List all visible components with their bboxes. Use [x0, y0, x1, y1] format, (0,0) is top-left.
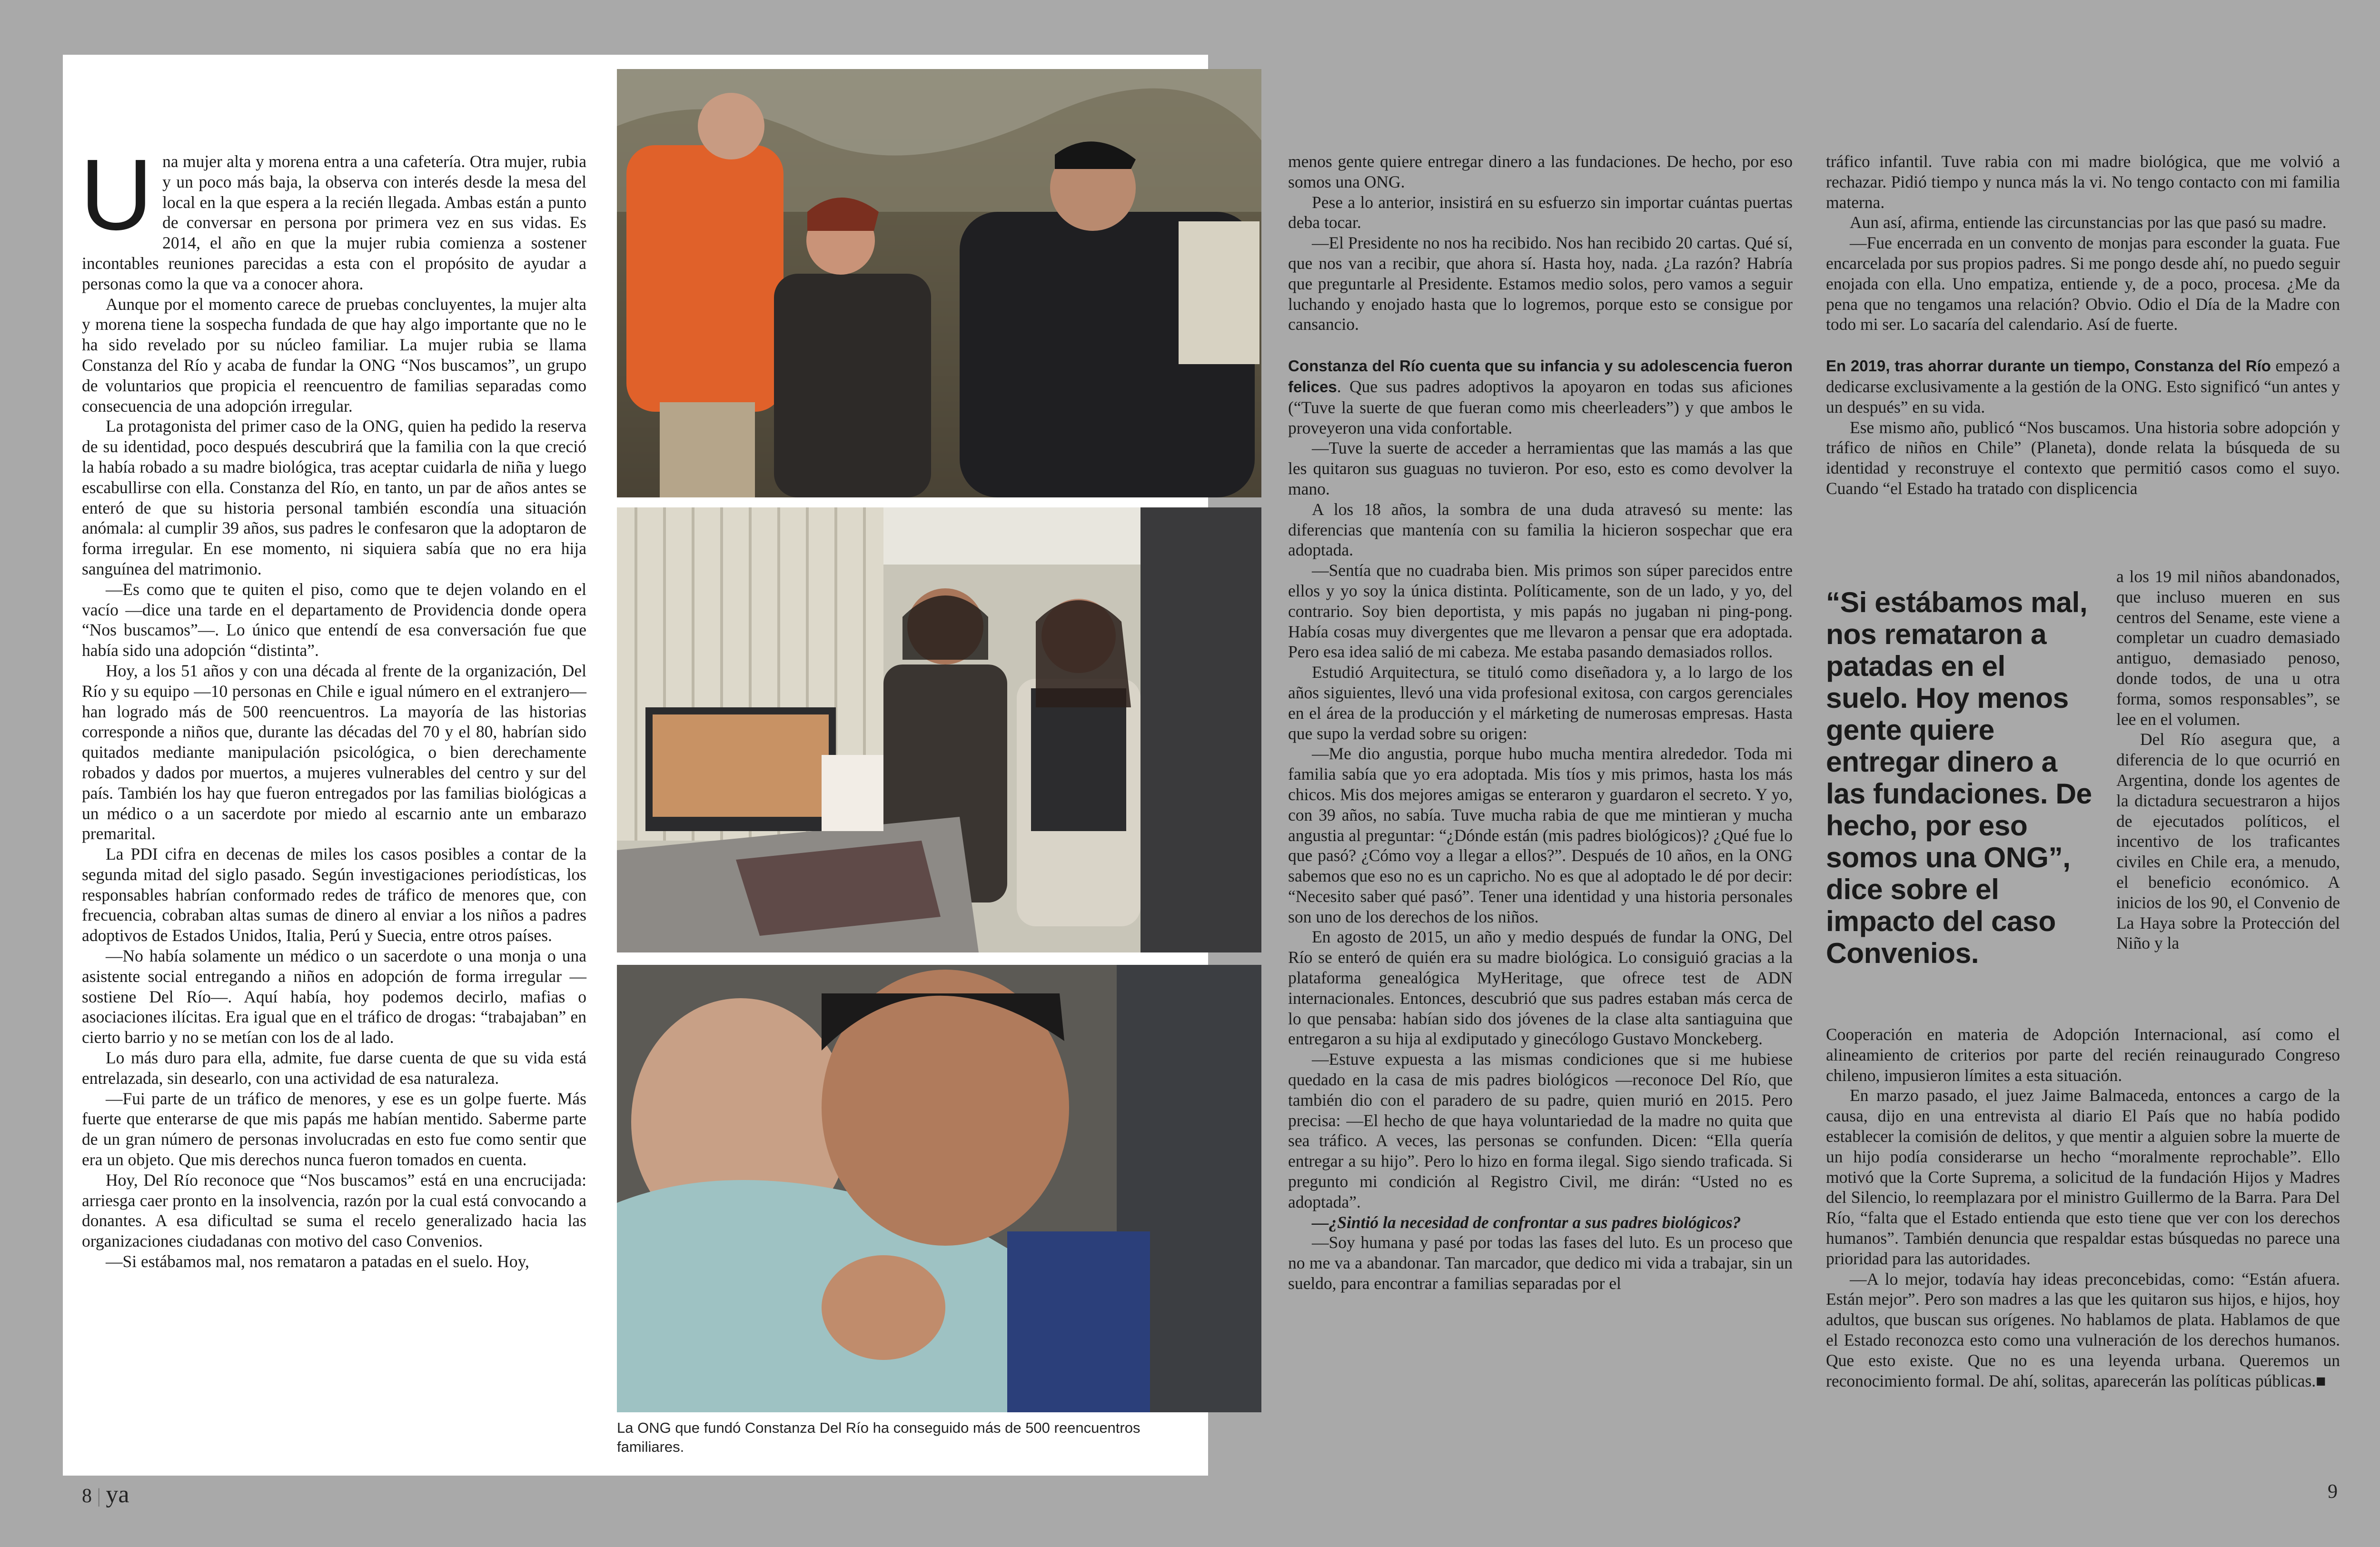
paragraph: Hoy, Del Río reconoce que “Nos buscamos” está en una encrucijada: arriesga caer pronto en la insolvencia, razón por la cual está convocando a donantes. A esa dificultad se suma el recelo generalizado hacia las organizaciones ciudadanas con motivo del caso Convenios. — [82, 1170, 586, 1251]
paragraph: A los 18 años, la sombra de una duda atravesó su mente: las diferencias que mantenía con su familia la hicieron sospechar que era adoptada. — [1288, 499, 1793, 560]
photo-reunion-outdoors — [617, 69, 1261, 497]
article-column-4-top — [1826, 151, 2340, 499]
paragraph: Cooperación en materia de Adopción Internacional, así como el alineamiento de criterios por parte del recién reinaugurado Congreso chileno, impusieron límites a esta situación. — [1826, 1025, 2340, 1085]
paragraph: na mujer alta y morena entra a una cafetería. Otra mujer, rubia y un poco más baja, la observa con interés desde la mesa del local en la que espera a la recién llegada. Ambas están a punto de conversar en persona por primera vez en sus vidas. Es 2014, el año en que la mujer rubia comienza a sostener incontables reuniones parecidas a esta con el propósito de ayudar a personas como la que va a conocer ahora. — [82, 152, 586, 293]
paragraph: En agosto de 2015, un año y medio después de fundar la ONG, Del Río se enteró de quién era su madre biológica. Lo consiguió gracias a la plataforma genealógica MyHeritage, que ofrece test de ADN internacionales. Entonces, descubrió que sus padres estaban más cerca de lo que pensaba: habían sido dos jóvenes de la clase alta santiaguina que entregaron a su hija al exdiputado y ginecólogo Gustavo Monckeberg. — [1288, 927, 1793, 1049]
paragraph: —Estuve expuesta a las mismas condiciones que si me hubiese quedado en la casa de mis padres biológicos —reconoce Del Río, que también dio con el paradero de su padre, quien murió en 2015. Pero precisa: —El hecho de que haya voluntariedad de la madre no quita que sea tráfico. A veces, las personas se confunden. Dicen: “Ella quería entregar a su hijo”. Pero lo hizo en forma ilegal. Sigo siendo traficada. Si pregunto mi condición al Registro Civil, me dirán: “Usted no es adoptada”. — [1288, 1050, 1793, 1211]
paragraph: Aunque por el momento carece de pruebas concluyentes, la mujer alta y morena tiene la sospecha fundada de que hay algo importante que no le ha sido revelado por su núcleo familiar. La mujer rubia se llama Constanza del Río y acaba de fundar la ONG “Nos buscamos”, un grupo de voluntarios que propicia el reencuentro de familias separadas como consecuencia de una adopción irregular. — [82, 294, 586, 416]
paragraph: —Tuve la suerte de acceder a herramientas que las mamás a las que les quitaron sus guaguas no tuvieron. Por eso, esto es como devolver la mano. — [1288, 438, 1793, 498]
article-column-3 — [1288, 151, 1793, 1294]
drop-cap: U — [80, 138, 153, 251]
folio-left — [82, 1480, 129, 1508]
photo-women-in-van — [617, 507, 1261, 952]
paragraph: —Es como que te quiten el piso, como que te dejen volando en el vacío —dice una tarde en el departamento de Providencia donde opera “Nos buscamos”—. Lo único que entendí de esa conversación fue que había sido una adopción “distinta”. — [82, 579, 586, 660]
paragraph: Ese mismo año, publicó “Nos buscamos. Una historia sobre adopción y tráfico de niños en Chile” (Planeta), donde relata la búsqueda de su identidad y reconstruye el contexto que permitió casos como el suyo. Cuando “el Estado ha tratado con displicencia — [1826, 417, 2340, 498]
paragraph: Hoy, a los 51 años y con una década al frente de la organización, Del Río y su equipo —10 personas en Chile e igual número en el extranjero— han logrado más de 500 reencuentros. La mayoría de las historias corresponde a niños que, durante las décadas del 70 y el 80, habrían sido quitados mediante manipulación psicológica, o bien derechamente robados y dados por muertos, a mujeres vulnerables del centro y sur del país. También los hay que fueron entregados por las familias biológicas a un médico o a un sacerdote por miedo al escarnio ante un embarazo premarital. — [82, 661, 586, 843]
pull-quote: “Si estábamos mal, nos remataron a patadas en el suelo. Hoy menos gente quiere entregar dinero a las fundaciones. De hecho, por eso somos una ONG”, dice sobre el impacto del caso Convenios. — [1826, 586, 2092, 969]
paragraph: Estudió Arquitectura, se tituló como diseñadora y, a lo largo de los años siguientes, llevó una vida profesional exitosa, con cargos gerenciales en el área de la producción y el márketing de numerosas empresas. Hasta que supo la verdad sobre su origen: — [1288, 663, 1793, 743]
paragraph: —A lo mejor, todavía hay ideas preconcebidas, como: “Están afuera. Están mejor”. Pero son madres a las que les quitaron sus hijos, e hijos, hoy adultos, que buscan sus orígenes. No hablamos de plata. Hablamos de que el Estado reconozca esto como una vulneración de los derechos humanos. Que esto existe. Que no es una leyenda urbana. Queremos un reconocimiento formal. De ahí, solitas, aparecerán las políticas públicas.■ — [1826, 1269, 2340, 1390]
paragraph: Lo más duro para ella, admite, fue darse cuenta de que su vida está entrelazada, sin desearlo, con una actividad de esa naturaleza. — [82, 1048, 586, 1088]
paragraph: —Sentía que no cuadraba bien. Mis primos son súper parecidos entre ellos y yo soy la única distinta. Políticamente, son de un lado, y yo, del contrario. Soy bien deportista, y mis papás no jugaban ni ping-pong. Había cosas muy divergentes que me llevaron a pensar que era adoptada. Pero esa idea salió de mi cabeza. Me estaba pasando demasiados rollos. — [1288, 561, 1793, 662]
paragraph: a los 19 mil niños abandonados, que incluso mueren en sus centros del Sename, este viene a completar un cuadro demasiado antiguo, demasiado penoso, donde todos, de una u otra forma, somos responsables”, se lee en el volumen. — [2116, 567, 2340, 729]
magazine-logo: ya — [106, 1481, 129, 1508]
paragraph: —Me dio angustia, porque hubo mucha mentira alrededor. Toda mi familia sabía que yo era adoptada. Mis tíos y mis primos, hasta los más chicos. Mis dos mejores amigas se enteraron y guardaron el secreto. Y yo, con 39 años, no sabía. Tuve mucha rabia de que me mintieran y mucha angustia al preguntar: “¿Dónde están (mis padres biológicos)? ¿Qué fue lo que pasó? ¿Cómo voy a llegar a ellos?”. Después de 10 años, en la ONG sabemos que eso no es un capricho. No es que al adoptado le dé por decir: “Necesito saber qué pasó”. Tener una identidad y una historia personales son uno de los derechos de los niños. — [1288, 744, 1793, 926]
paragraph: —El Presidente no nos ha recibido. Nos han recibido 20 cartas. Qué sí, que nos van a recibir, que ahora sí. Hasta hoy, nada. ¿La razón? Habría que preguntarle al Presidente. Estamos medio solos, pero vamos a seguir luchando y enojado hasta que lo logremos, porque esto se consigue por cansancio. — [1288, 233, 1793, 334]
article-column-4-bottom — [1826, 1024, 2340, 1391]
article-column-1 — [80, 138, 586, 1272]
paragraph: Aun así, afirma, entiende las circunstancias por las que pasó su madre. — [1850, 213, 2327, 232]
paragraph: —Fue encerrada en un convento de monjas para esconder la guata. Fue encarcelada por sus propios padres. Si me pongo desde ahí, no puedo seguir enojada con ella. Uno empatiza, entiende y, de a poco, procesa. ¿Me da pena que no tengamos una relación? Obvio. Odio el Día de la Madre con todo mi ser. Lo sacaría del calendario. Así de fuerte. — [1826, 233, 2340, 334]
paragraph: —Fui parte de un tráfico de menores, y ese es un golpe fuerte. Más fuerte que enterarse de que mis papás me habían mentido. Saberme parte de un gran número de personas involucradas en esto fue como sentir que era un objeto. Que mis derechos nunca fueron tomados en cuenta. — [82, 1089, 586, 1170]
page-number: 8 — [82, 1485, 92, 1507]
paragraph: menos gente quiere entregar dinero a las fundaciones. De hecho, por eso somos una ONG. — [1288, 152, 1793, 191]
lead-rest-text: empezó a dedicarse exclusivamente a la gestión de la ONG. Esto significó “un antes y un después” en su vida. — [1826, 356, 2340, 416]
folio-right — [2328, 1480, 2338, 1503]
lead-bold-text: Constanza del Río cuenta que su infancia y su adolescencia fueron felices — [1288, 357, 1793, 396]
paragraph: tráfico infantil. Tuve rabia con mi madre biológica, que me volvió a rechazar. Pidió tiempo y nunca más la vi. No tengo contacto con mi familia materna. — [1826, 152, 2340, 212]
section-lead — [1826, 356, 2340, 417]
paragraph: Del Río asegura que, a diferencia de lo que ocurrió en Argentina, donde los agentes de la dictadura secuestraron a hijos de ejecutados políticos, el incentivo de los traficantes civiles en Chile era, a menudo, el beneficio económico. A inicios de los 90, el Convenio de La Haya sobre la Protección del Niño y la — [2116, 730, 2340, 953]
paragraph: —Soy humana y pasé por todas las fases del luto. Es un proceso que no me va a abandonar. Tan marcador, que dedico mi vida a trabajar, sin un sueldo, para encontrar a familias separadas por el — [1288, 1233, 1793, 1293]
section-lead — [1288, 356, 1793, 438]
lead-bold-text: En 2019, tras ahorrar durante un tiempo, Constanza del Río — [1826, 357, 2271, 375]
article-column-4-narrow — [2116, 566, 2340, 953]
paragraph: La PDI cifra en decenas de miles los casos posibles a contar de la segunda mitad del siglo pasado. Según investigaciones periodísticas, los responsables habrían conformado redes de tráfico de menores que, con frecuencia, cobraban altas sumas de dinero al enviar a los niños a padres adoptivos de Estados Unidos, Italia, Perú y Suecia, entre otros países. — [82, 844, 586, 945]
paragraph: —Si estábamos mal, nos remataron a patadas en el suelo. Hoy, — [106, 1252, 529, 1271]
paragraph: En marzo pasado, el juez Jaime Balmaceda, entonces a cargo de la causa, dijo en una entrevista al diario El País que no había podido establecer la comisión de delitos, y que mentir a alguien sobre la muerte de un hijo podía considerarse un hecho “moralmente reprochable”. Ello motivó que la Corte Suprema, a solicitud de la fundación Hijos y Madres del Silencio, lo reemplazara por el ministro Guillermo de la Barra. Para Del Río, “falta que el Estado entienda que esto tiene que ver con los derechos humanos”. También denuncia que respaldar estas búsquedas no parece una prioridad para las autoridades. — [1826, 1086, 2340, 1268]
photo-hug-closeup — [617, 965, 1261, 1412]
paragraph: La protagonista del primer caso de la ONG, quien ha pedido la reserva de su identidad, poco después descubrirá que la familia con la que creció la había robado a su madre biológica, tras aceptar cuidarla de niña y luego escabullirse con ella. Constanza del Río, en tanto, un par de años antes se enteró de que su historia personal también escondía una situación anómala: al cumplir 39 años, sus padres le confesaron que la adoptaron de forma irregular. En ese momento, ni siquiera sabía que no era hija sanguínea del matrimonio. — [82, 416, 586, 578]
page-number: 9 — [2328, 1481, 2338, 1503]
folio-separator: | — [97, 1485, 101, 1507]
paragraph: Pese a lo anterior, insistirá en su esfuerzo sin importar cuántas puertas deba tocar. — [1288, 192, 1793, 232]
lead-rest-text: . Que sus padres adoptivos la apoyaron en todas sus aficiones (“Tuve la suerte de que fueran como mis cheerleaders”) y que ambos le proveyeron una vida confortable. — [1288, 377, 1793, 437]
interview-question: —¿Sintió la necesidad de confrontar a sus padres biológicos? — [1312, 1212, 1741, 1232]
photo-caption: La ONG que fundó Constanza Del Río ha conseguido más de 500 reencuentros familiares. — [617, 1419, 1140, 1455]
paragraph: —No había solamente un médico o un sacerdote o una monja o una asistente social entregando a niños en adopción de forma irregular —sostiene Del Río—. Aquí había, hoy podemos decirlo, mafias o asociaciones ilícitas. Era igual que en el tráfico de drogas: “trabajaban” en cierto barrio y no se metían con los de al lado. — [82, 946, 586, 1047]
